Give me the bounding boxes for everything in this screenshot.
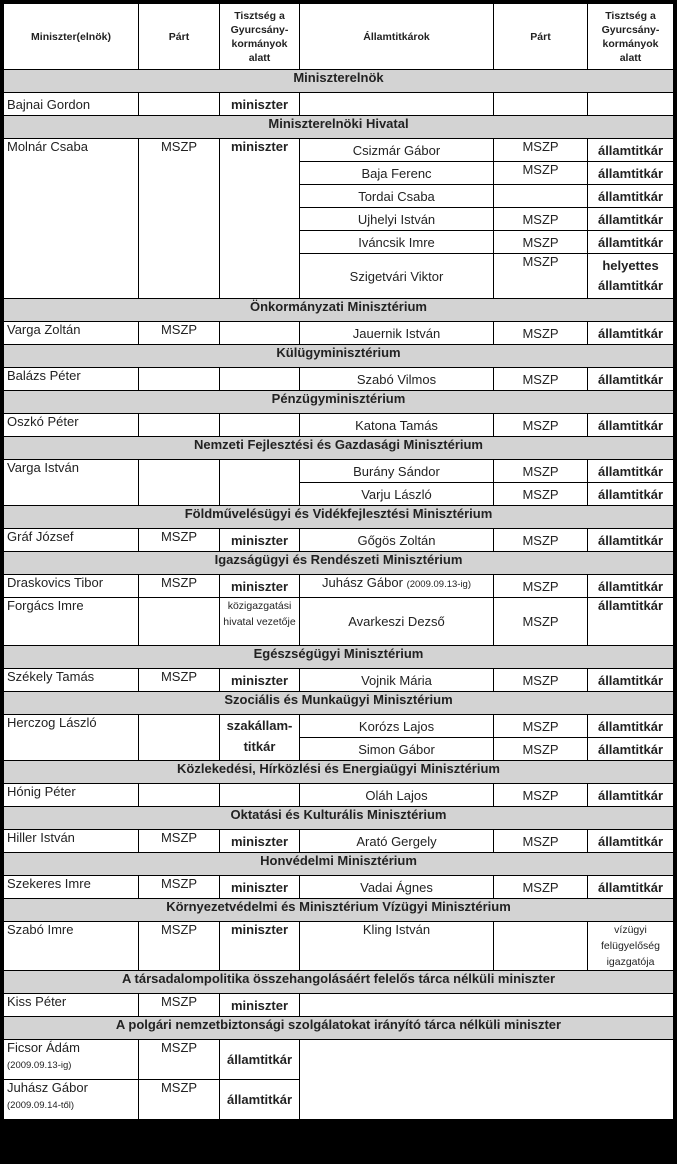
title-cell: miniszter [220,876,300,899]
section-title: Egészségügyi Minisztérium [4,646,674,669]
title-cell: államtitkár [588,598,674,646]
section-row [4,692,674,715]
party-cell: MSZP [494,460,588,483]
title-cell: államtitkár [588,715,674,738]
secretary-name: Kling István [300,922,494,971]
party-cell: MSZP [494,162,588,185]
minister-name: Szekeres Imre [4,876,139,899]
minister-name: Ficsor Ádám [7,1040,80,1055]
minister-name: Varga Zoltán [4,322,139,345]
party-cell: MSZP [139,139,220,299]
secretary-cell [300,93,494,116]
section-title: Közlekedési, Hírközlési és Energiaügyi Minisztérium [4,761,674,784]
party-cell [139,414,220,437]
party-cell: MSZP [494,575,588,598]
section-title: Szociális és Munkaügyi Minisztérium [4,692,674,715]
secretary-name: Szabó Vilmos [300,368,494,391]
title-cell: miniszter [220,830,300,853]
section-row [4,70,674,93]
party-cell [139,93,220,116]
title-cell: államtitkár [588,185,674,208]
title-cell: miniszter [220,994,300,1017]
title-cell: miniszter [220,529,300,552]
section-title: Igazságügyi és Rendészeti Minisztérium [4,552,674,575]
section-row [4,506,674,529]
secretary-name: Baja Ferenc [300,162,494,185]
party-cell [139,368,220,391]
section-title: Önkormányzati Minisztérium [4,299,674,322]
section-row [4,899,674,922]
title-cell: államtitkár [588,322,674,345]
section-row [4,345,674,368]
party-cell: MSZP [494,784,588,807]
party-cell: MSZP [139,922,220,971]
section-row [4,437,674,460]
minister-name: Kiss Péter [4,994,139,1017]
title-cell [220,460,300,506]
table-row [4,575,674,598]
header-party-2: Párt [494,4,588,70]
header-title: Tisztség a Gyurcsány-kormányok alatt [220,4,300,70]
title-cell: államtitkár [588,139,674,162]
table-row [4,529,674,552]
section-row [4,299,674,322]
party-cell: MSZP [494,529,588,552]
title-cell: államtitkár [588,231,674,254]
title-cell: államtitkár [588,368,674,391]
section-row [4,646,674,669]
table-row [4,598,674,646]
secretary-name: Jauernik István [300,322,494,345]
title-cell: államtitkár [588,830,674,853]
section-title: Honvédelmi Minisztérium [4,853,674,876]
title-cell: közigazgatási hivatal vezetője [220,598,300,646]
party-cell: MSZP [494,876,588,899]
secretary-name: Tordai Csaba [300,185,494,208]
table-row [4,322,674,345]
minister-name: Hónig Péter [4,784,139,807]
party-cell: MSZP [139,322,220,345]
section-title: Oktatási és Kulturális Minisztérium [4,807,674,830]
table-row [4,93,674,116]
table-row [4,715,674,738]
party-cell: MSZP [494,414,588,437]
secretary-name: Arató Gergely [300,830,494,853]
title-cell: államtitkár [220,1040,300,1080]
secretary-name: Varju László [300,483,494,506]
party-cell [494,93,588,116]
section-row [4,761,674,784]
section-title: Földművelésügyi és Vidékfejlesztési Minisztérium [4,506,674,529]
section-title: Nemzeti Fejlesztési és Gazdasági Minisztérium [4,437,674,460]
minister-name: Székely Tamás [4,669,139,692]
table-row [4,669,674,692]
party-cell: MSZP [139,1040,220,1080]
section-row [4,853,674,876]
minister-name: Draskovics Tibor [4,575,139,598]
title-cell: államtitkár [588,162,674,185]
table-row [4,414,674,437]
title-cell [220,414,300,437]
title-cell: államtitkár [588,414,674,437]
secretary-cell [300,575,494,598]
section-row [4,971,674,994]
section-title: Miniszterelnök [4,70,674,93]
date-note: (2009.09.14-től) [7,1100,75,1111]
section-row [4,116,674,139]
title-cell: államtitkár [588,483,674,506]
secretary-name: Iváncsik Imre [300,231,494,254]
title-cell: miniszter [220,575,300,598]
party-cell [139,598,220,646]
title-cell: államtitkár [588,529,674,552]
date-note: (2009.09.13-ig) [406,579,471,590]
empty-cell [300,994,674,1017]
title-cell: miniszter [220,139,300,299]
party-cell: MSZP [494,715,588,738]
section-title: A társadalompolitika összehangolásáért felelős tárca nélküli miniszter [4,971,674,994]
party-cell: MSZP [494,231,588,254]
title-cell: államtitkár [588,208,674,231]
title-cell: államtitkár [588,575,674,598]
secretary-name: Juhász Gábor [322,575,403,590]
table-row [4,139,674,162]
secretary-name: Burány Sándor [300,460,494,483]
table-row [4,922,674,971]
party-cell [494,922,588,971]
empty-cell [300,1040,674,1120]
title-cell [220,784,300,807]
party-cell: MSZP [494,139,588,162]
party-cell: MSZP [494,669,588,692]
party-cell: MSZP [139,669,220,692]
minister-name: Bajnai Gordon [4,93,139,116]
party-cell: MSZP [139,529,220,552]
title-cell [220,322,300,345]
header-party: Párt [139,4,220,70]
party-cell: MSZP [494,368,588,391]
party-cell: MSZP [494,208,588,231]
secretary-name: Oláh Lajos [300,784,494,807]
section-row [4,552,674,575]
minister-name: Szabó Imre [4,922,139,971]
secretary-name: Avarkeszi Dezső [300,598,494,646]
date-note: (2009.09.13-ig) [7,1060,72,1071]
table-row [4,1040,674,1080]
party-cell: MSZP [494,254,588,299]
minister-name: Oszkó Péter [4,414,139,437]
secretary-name: Vojnik Mária [300,669,494,692]
minister-name: Hiller István [4,830,139,853]
government-table [3,3,674,1120]
party-cell [139,715,220,761]
secretary-name: Gőgös Zoltán [300,529,494,552]
title-cell: miniszter [220,93,300,116]
party-cell: MSZP [494,598,588,646]
section-title: Miniszterelnöki Hivatal [4,116,674,139]
party-cell: MSZP [494,483,588,506]
title-cell: helyettes államtitkár [588,254,674,299]
title-cell: miniszter [220,669,300,692]
minister-name: Forgács Imre [4,598,139,646]
section-title: A polgári nemzetbiztonsági szolgálatokat irányító tárca nélküli miniszter [4,1017,674,1040]
title-cell: miniszter [220,922,300,971]
table-row [4,368,674,391]
title-cell: államtitkár [220,1080,300,1120]
party-cell: MSZP [139,830,220,853]
secretary-name: Simon Gábor [300,738,494,761]
party-cell: MSZP [139,994,220,1017]
title-cell: szakállam-titkár [220,715,300,761]
header-title-2: Tisztség a Gyurcsány-kormányok alatt [588,4,674,70]
section-title: Külügyminisztérium [4,345,674,368]
table-row [4,460,674,483]
table-row [4,876,674,899]
party-cell: MSZP [139,575,220,598]
minister-name: Molnár Csaba [4,139,139,299]
party-cell: MSZP [494,322,588,345]
minister-name: Balázs Péter [4,368,139,391]
secretary-name: Vadai Ágnes [300,876,494,899]
minister-name: Varga István [4,460,139,506]
minister-name: Juhász Gábor [7,1080,88,1095]
title-cell: államtitkár [588,738,674,761]
party-cell [494,185,588,208]
header-row [4,4,674,70]
title-cell: államtitkár [588,669,674,692]
section-row [4,807,674,830]
title-cell: államtitkár [588,460,674,483]
section-title: Környezetvédelmi és Minisztérium Vízügyi Minisztérium [4,899,674,922]
title-cell [220,368,300,391]
party-cell: MSZP [139,1080,220,1120]
secretary-name: Csizmár Gábor [300,139,494,162]
section-row [4,1017,674,1040]
title-cell [588,93,674,116]
table-row [4,784,674,807]
minister-cell [4,1080,139,1120]
table-row [4,830,674,853]
party-cell: MSZP [494,738,588,761]
secretary-name: Katona Tamás [300,414,494,437]
section-title: Pénzügyminisztérium [4,391,674,414]
party-cell: MSZP [139,876,220,899]
table-row [4,994,674,1017]
title-cell: államtitkár [588,784,674,807]
title-cell: államtitkár [588,876,674,899]
minister-name: Herczog László [4,715,139,761]
party-cell [139,784,220,807]
title-cell: vízügyi felügyelőség igazgatója [588,922,674,971]
section-row [4,391,674,414]
secretary-name: Ujhelyi István [300,208,494,231]
minister-cell [4,1040,139,1080]
party-cell: MSZP [494,830,588,853]
header-secretaries: Államtitkárok [300,4,494,70]
minister-name: Gráf József [4,529,139,552]
header-minister: Miniszter(elnök) [4,4,139,70]
secretary-name: Szigetvári Viktor [300,254,494,299]
secretary-name: Korózs Lajos [300,715,494,738]
party-cell [139,460,220,506]
